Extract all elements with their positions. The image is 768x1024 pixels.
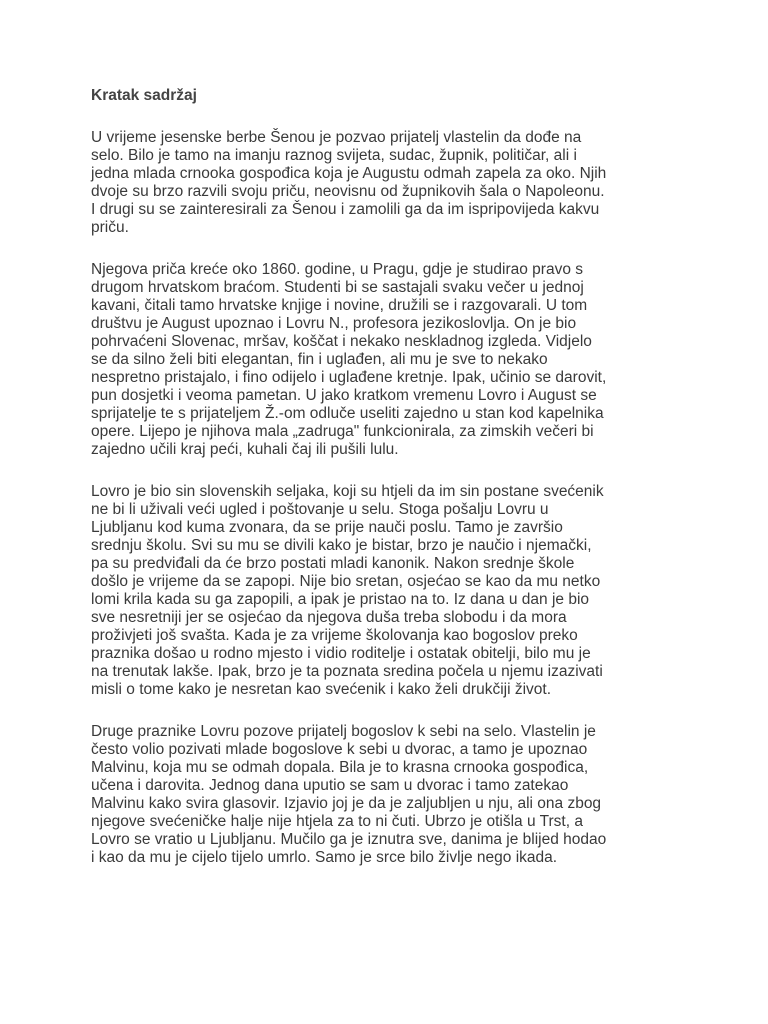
text-line: jedna mlada crnooka gospođica koja je Augustu odmah zapela za oko. Njih [91, 165, 607, 182]
text-line: U vrijeme jesenske berbe Šenou je pozvao prijatelj vlastelin da dođe na [91, 129, 582, 146]
text-line: došlo je vrijeme da se zapopi. Nije bio sretan, osjećao se kao da mu netko [91, 573, 601, 590]
text-line: na trenutak lakše. Ipak, brzo je ta poznata sredina počela u njemu izazivati [91, 663, 603, 680]
text-line: sprijatelje te s prijateljem Ž.-om odluče useliti zajedno u stan kod kapelnika [91, 405, 604, 422]
text-line: Njegova priča kreće oko 1860. godine, u Pragu, gdje je studirao pravo s [91, 261, 583, 278]
text-line: lomi krila kada su ga zapopili, a ipak je pristao na to. Iz dana u dan je bio [91, 591, 590, 608]
text-line: pa su predviđali da će brzo postati mladi kanonik. Nakon srednje škole [91, 555, 575, 572]
text-line: se da silno želi biti elegantan, fin i uglađen, ali mu je sve to nekako [91, 351, 548, 368]
text-line: Druge praznike Lovru pozove prijatelj bogoslov k sebi na selo. Vlastelin je [91, 723, 596, 740]
text-line: priču. [91, 219, 129, 236]
text-line: selo. Bilo je tamo na imanju raznog svijeta, sudac, župnik, političar, ali i [91, 147, 577, 164]
text-line: pun dosjetki i veoma pametan. U jako kratkom vremenu Lovro i August se [91, 387, 597, 404]
text-line: srednju školu. Svi su mu se divili kako je bistar, brzo je naučio i njemački, [91, 537, 592, 554]
paragraph-1 [91, 129, 691, 237]
text-line: nespretno pristajalo, i fino odijelo i uglađene kretnje. Ipak, učinio se darovit, [91, 369, 607, 386]
text-line: misli o tome kako je nesretan kao svećenik i kako želi drukčiji život. [91, 681, 552, 698]
text-line: često volio pozivati mlade bogoslove k sebi u dvorac, a tamo je upoznao [91, 741, 588, 758]
text-line: učena i darovita. Jednog dana uputio se sam u dvorac i tamo zatekao [91, 777, 569, 794]
text-line: I drugi su se zainteresirali za Šenou i zamolili ga da im ispripovijeda kakvu [91, 201, 600, 218]
text-line: ne bi li uživali veći ugled i poštovanje u selu. Stoga pošalju Lovru u [91, 501, 549, 518]
text-line: opere. Lijepo je njihova mala „zadruga" funkcionirala, za zimskih večeri bi [91, 423, 594, 440]
text-line: Malvinu kako svira glasovir. Izjavio joj je da je zaljubljen u nju, ali ona zbog [91, 795, 602, 812]
text-line: zajedno učili kraj peći, kuhali čaj ili pušili lulu. [91, 441, 399, 458]
text-line: njegove svećeničke halje nije htjela za to ni čuti. Ubrzo je otišla u Trst, a [91, 813, 583, 830]
text-line: društvu je August upoznao i Lovru N., profesora jezikoslovlja. On je bio [91, 315, 577, 332]
text-line: Lovro je bio sin slovenskih seljaka, koji su htjeli da im sin postane svećenik [91, 483, 604, 500]
document-page [91, 86, 691, 891]
text-line: praznika došao u rodno mjesto i vidio roditelje i ostatak obitelji, bilo mu je [91, 645, 591, 662]
text-line: pohrvaćeni Slovenac, mršav, koščat i nekako neskladnog izgleda. Vidjelo [91, 333, 592, 350]
text-line: Malvinu, koja mu se odmah dopala. Bila je to krasna crnooka gospođica, [91, 759, 589, 776]
text-line: sve nesretniji jer se osjećao da njegova duša treba slobodu i da mora [91, 609, 567, 626]
paragraph-2 [91, 261, 691, 459]
paragraph-4 [91, 723, 691, 867]
paragraph-3 [91, 483, 691, 699]
text-line: drugom hrvatskom braćom. Studenti bi se sastajali svaku večer u jednoj [91, 279, 584, 296]
text-line: i kao da mu je cijelo tijelo umrlo. Samo je srce bilo življe nego ikada. [91, 849, 558, 866]
text-line: proživjeti još svašta. Kada je za vrijeme školovanja kao bogoslov preko [91, 627, 578, 644]
text-line: dvoje su brzo razvili svoju priču, neovisnu od župnikovih šala o Napoleonu. [91, 183, 605, 200]
text-line: Ljubljanu kod kuma zvonara, da se prije nauči poslu. Tamo je završio [91, 519, 563, 536]
document-title: Kratak sadržaj [91, 87, 197, 104]
text-line: Lovro se vratio u Ljubljanu. Mučilo ga je iznutra sve, danima je blijed hodao [91, 831, 607, 848]
text-line: kavani, čitali tamo hrvatske knjige i novine, družili se i razgovarali. U tom [91, 297, 588, 314]
